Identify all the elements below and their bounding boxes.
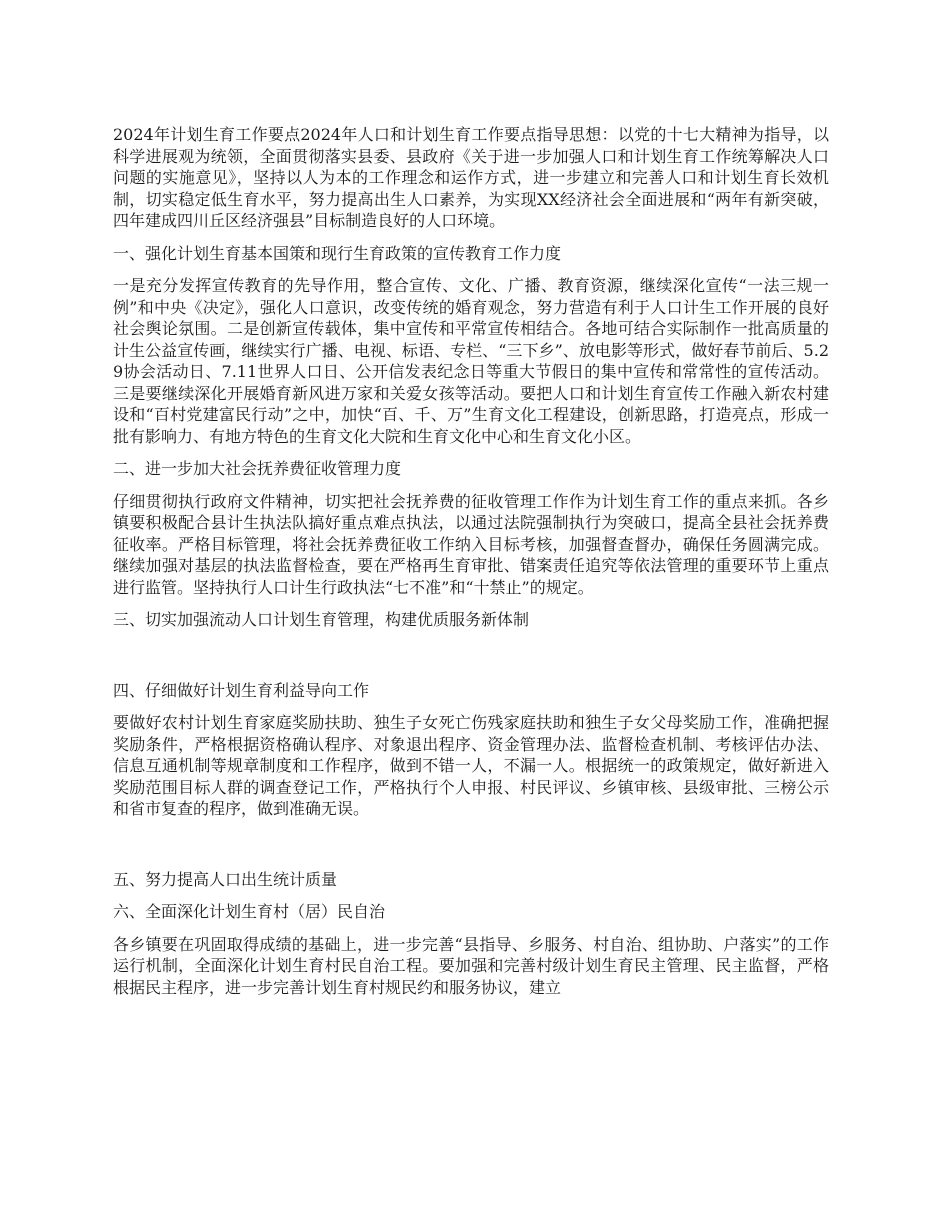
section-heading-1: 一、强化计划生育基本国策和现行生育政策的宣传教育工作力度 <box>113 243 562 263</box>
section-heading-5: 五、努力提高人口出生统计质量 <box>113 869 338 889</box>
document-page <box>113 124 829 1009</box>
section-body-6: 各乡镇要在巩固取得成绩的基础上，进一步完善“县指导、乡服务、村自治、组协助、户落实”的工作运行机制，全面深化计划生育村民自治工程。要加强和完善村级计划生育民主管理、民主监督，严格根据民主程序，进一步完善计划生育村规民约和服务协议，建立 <box>113 934 829 997</box>
section-heading-6: 六、全面深化计划生育村（居）民自治 <box>113 902 386 921</box>
section-body-4: 要做好农村计划生育家庭奖励扶助、独生子女死亡伤残家庭扶助和独生子女父母奖励工作，准确把握奖励条件，严格根据资格确认程序、对象退出程序、资金管理办法、监督检查机制、考核评估办法、信息互通机制等规章制度和工作程序，做到不错一人，不漏一人。根据统一的政策规定，做好新进入奖励范围目标人群的调查登记工作，严格执行个人申报、村民评议、乡镇审核、县级审批、三榜公示和省市复查的程序，做到准确无误。 <box>113 713 829 818</box>
section-body-1: 一是充分发挥宣传教育的先导作用，整合宣传、文化、广播、教育资源，继续深化宣传“一法三规一例”和中央《决定》，强化人口意识，改变传统的婚育观念，努力营造有利于人口计生工作开展的良好社会舆论氛围。二是创新宣传载体，集中宣传和平常宣传相结合。各地可结合实际制作一批高质量的计生公益宣传画，继续实行广播、电视、标语、专栏、“三下乡”、放电影等形式，做好春节前后、5.29协会活动日、7.11世界人口日、公开信发表纪念日等重大节假日的集中宣传和常常性的宣传活动。三是要继续深化开展婚育新风进万家和关爱女孩等活动。要把人口和计划生育宣传工作融入新农村建设和“百村党建富民行动”之中，加快“百、千、万”生育文化工程建设，创新思路，打造亮点，形成一批有影响力、有地方特色的生育文化大院和生育文化中心和生育文化小区。 <box>113 276 829 446</box>
section-heading-3: 三、切实加强流动人口计划生育管理，构建优质服务新体制 <box>113 610 530 629</box>
section-heading-4: 四、仔细做好计划生育利益导向工作 <box>113 680 370 700</box>
intro-paragraph: 2024年计划生育工作要点2024年人口和计划生育工作要点指导思想：以党的十七大精神为指导，以科学进展观为统领，全面贯彻落实县委、县政府《关于进一步加强人口和计划生育工作统筹解决人口问题的实施意见》，坚持以人为本的工作理念和运作方式，进一步建立和完善人口和计划生育长效机制，切实稳定低生育水平，努力提高出生人口素养，为实现XX经济社会全面进展和“两年有新突破，四年建成四川丘区经济强县”目标制造良好的人口环境。 <box>113 125 829 230</box>
section-body-2: 仔细贯彻执行政府文件精神，切实把社会抚养费的征收管理工作作为计划生育工作的重点来抓。各乡镇要积极配合县计生执法队搞好重点难点执法，以通过法院强制执行为突破口，提高全县社会抚养费征收率。严格目标管理，将社会抚养费征收工作纳入目标考核，加强督查督办，确保任务圆满完成。继续加强对基层的执法监督检查，要在严格再生育审批、错案责任追究等依法管理的重要环节上重点进行监管。坚持执行人口计生行政执法“七不准”和“十禁止”的规定。 <box>113 491 829 597</box>
section-heading-2: 二、进一步加大社会抚养费征收管理力度 <box>113 459 402 478</box>
